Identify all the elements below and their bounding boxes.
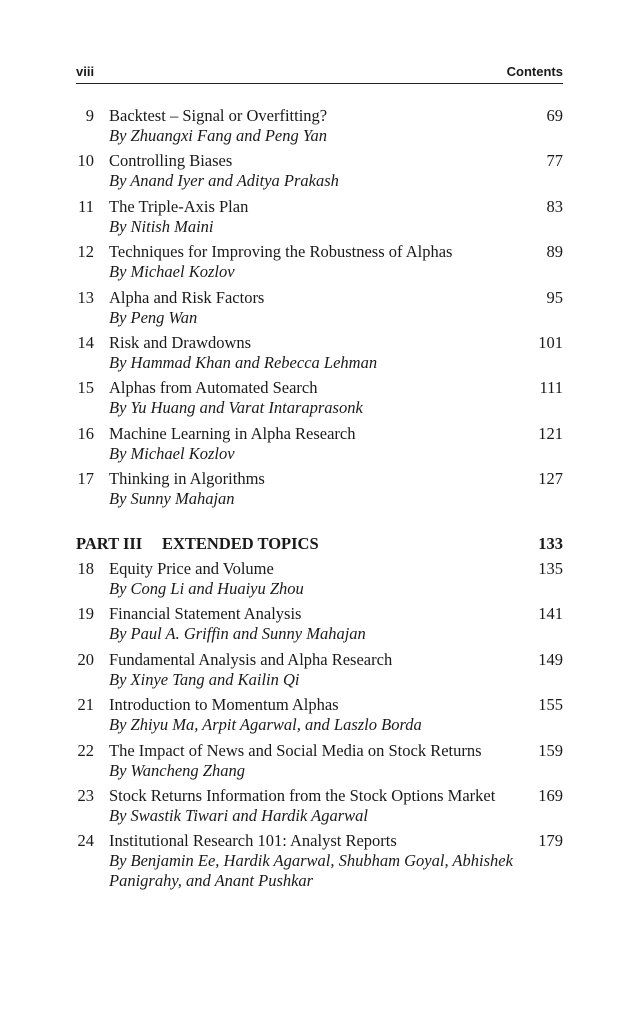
chapter-page-number: 169 <box>538 786 563 805</box>
chapter-number: 10 <box>77 151 94 171</box>
chapter-number: 18 <box>77 559 94 578</box>
chapter-title: Stock Returns Information from the Stock Options Market <box>109 786 496 805</box>
chapter-authors: By Xinye Tang and Kailin Qi <box>109 669 300 689</box>
chapter-page-number: 89 <box>546 242 563 262</box>
chapter-authors: By Michael Kozlov <box>109 262 235 282</box>
chapter-authors: By Swastik Tiwari and Hardik Agarwal <box>109 806 368 825</box>
chapter-page-number: 155 <box>538 695 563 715</box>
chapter-title: Institutional Research 101: Analyst Reports <box>109 831 397 851</box>
chapter-authors: By Sunny Mahajan <box>109 489 235 509</box>
chapter-authors: By Wancheng Zhang <box>109 760 245 780</box>
chapter-authors: By Zhuangxi Fang and Peng Yan <box>109 126 328 145</box>
chapter-number: 23 <box>77 786 94 805</box>
chapter-authors: By Anand Iyer and Aditya Prakash <box>109 171 339 191</box>
chapter-number: 17 <box>77 469 94 489</box>
part-label: PART III <box>76 534 143 553</box>
chapter-number: 21 <box>77 695 94 715</box>
chapter-title: Backtest – Signal or Overfitting? <box>109 106 328 125</box>
chapter-title: Introduction to Momentum Alphas <box>109 695 339 715</box>
chapter-authors: By Benjamin Ee, Hardik Agarwal, Shubham Goyal, Abhishek <box>109 851 513 871</box>
chapter-page-number: 95 <box>546 287 563 307</box>
chapter-title: The Impact of News and Social Media on Stock Returns <box>109 740 482 760</box>
chapter-title: Fundamental Analysis and Alpha Research <box>109 649 393 669</box>
chapter-title: Financial Statement Analysis <box>109 604 302 624</box>
chapter-number: 19 <box>77 604 94 624</box>
chapter-title: Alphas from Automated Search <box>109 378 318 398</box>
part-page-number: 133 <box>538 534 563 553</box>
chapter-page-number: 77 <box>546 151 563 171</box>
chapter-title: Risk and Drawdowns <box>109 333 252 352</box>
chapter-number: 12 <box>77 242 94 262</box>
chapter-authors: By Nitish Maini <box>109 216 214 236</box>
chapter-number: 11 <box>78 196 94 216</box>
chapter-authors: By Peng Wan <box>109 307 198 327</box>
chapter-authors: By Cong Li and Huaiyu Zhou <box>109 579 304 598</box>
chapter-authors: Panigrahy, and Anant Pushkar <box>109 871 314 891</box>
chapter-page-number: 141 <box>538 604 563 624</box>
chapter-number: 14 <box>77 333 94 352</box>
chapter-page-number: 83 <box>546 196 563 216</box>
running-header <box>76 61 563 84</box>
chapter-title: Controlling Biases <box>109 151 233 171</box>
chapter-authors: By Yu Huang and Varat Intaraprasonk <box>109 398 363 418</box>
chapter-page-number: 135 <box>538 559 563 578</box>
chapter-page-number: 111 <box>539 378 563 398</box>
chapter-number: 22 <box>77 740 94 760</box>
chapter-title: Equity Price and Volume <box>109 559 274 578</box>
chapter-title: The Triple-Axis Plan <box>109 196 249 216</box>
chapter-title: Techniques for Improving the Robustness of Alphas <box>109 242 453 262</box>
chapter-authors: By Hammad Khan and Rebecca Lehman <box>109 353 378 372</box>
chapter-page-number: 149 <box>538 649 563 669</box>
chapter-title: Thinking in Algorithms <box>109 469 265 489</box>
chapter-number: 13 <box>77 287 94 307</box>
chapter-authors: By Michael Kozlov <box>109 443 235 463</box>
chapter-number: 16 <box>77 423 94 443</box>
chapter-page-number: 159 <box>538 740 563 760</box>
chapter-authors: By Zhiyu Ma, Arpit Agarwal, and Laszlo Borda <box>109 715 422 735</box>
chapter-number: 24 <box>77 831 94 851</box>
chapter-number: 15 <box>77 378 94 398</box>
chapter-title: Alpha and Risk Factors <box>109 287 265 307</box>
chapter-page-number: 127 <box>538 469 563 489</box>
page-folio: viii <box>76 64 95 79</box>
chapter-title: Machine Learning in Alpha Research <box>109 423 356 443</box>
part-title: EXTENDED TOPICS <box>162 534 319 553</box>
chapter-authors: By Paul A. Griffin and Sunny Mahajan <box>109 624 366 644</box>
chapter-number: 9 <box>85 106 94 125</box>
chapter-page-number: 101 <box>538 333 563 352</box>
chapter-page-number: 69 <box>546 106 563 125</box>
chapter-page-number: 179 <box>538 831 563 851</box>
chapter-number: 20 <box>77 649 94 669</box>
running-title: Contents <box>506 64 563 79</box>
chapter-page-number: 121 <box>538 423 563 443</box>
